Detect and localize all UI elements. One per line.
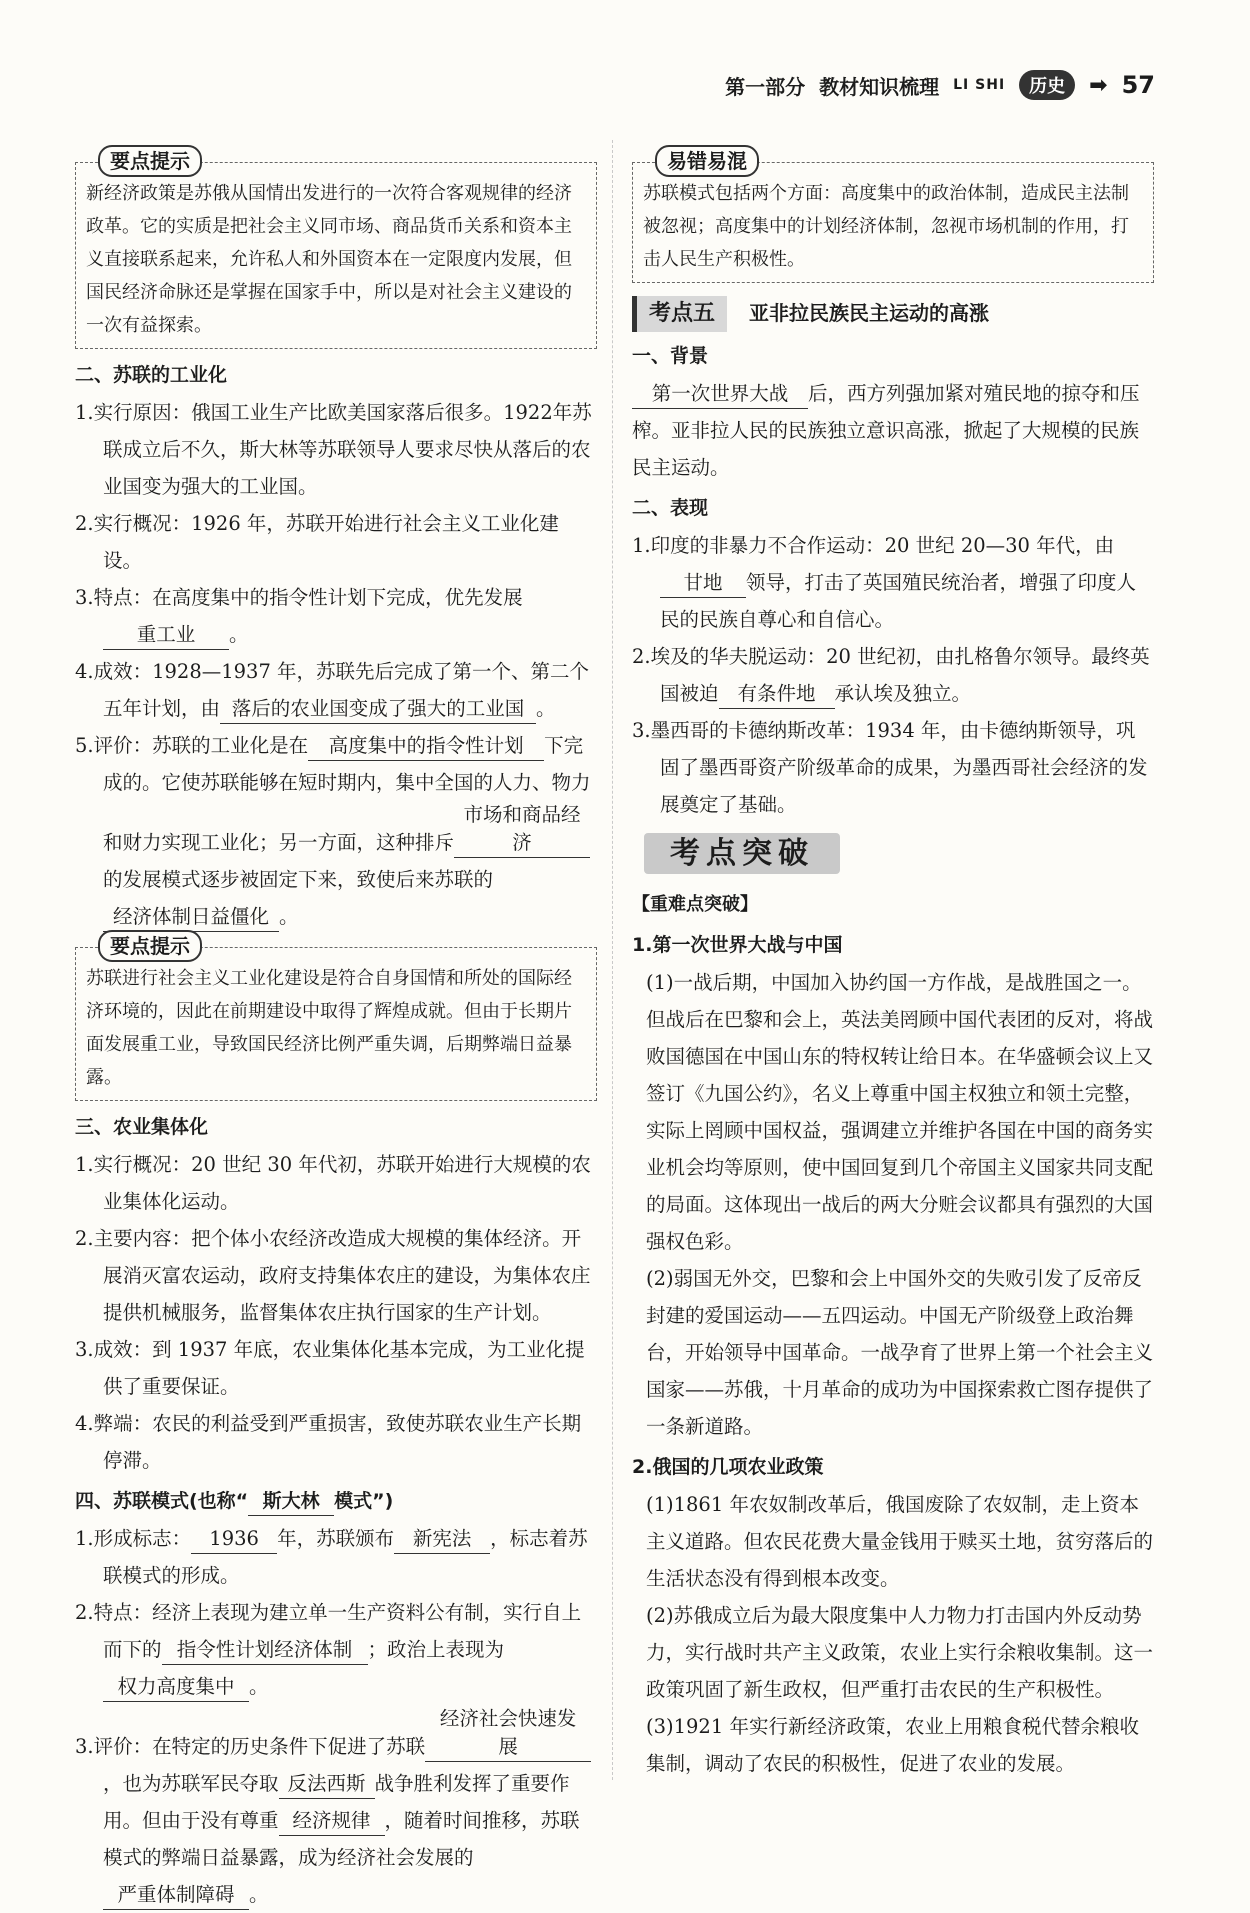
section-banner: 考点突破 [644, 833, 840, 874]
column-divider [612, 140, 613, 1780]
item-text: 。 [279, 905, 299, 928]
paragraph: (2)苏俄成立后为最大限度集中人力物力打击国内外反动势力，实行战时共产主义政策，农业上实行余粮收集制。这一政策巩固了新生政权，但严重打击农民的生产积极性。 [646, 1604, 1154, 1701]
fill-blank: 反法西斯 [279, 1770, 375, 1799]
fill-blank: 第一次世界大战 [632, 380, 808, 409]
list-item: 2.主要内容：把个体小农经济改造成大规模的集体经济。开展消灭富农运动，政府支持集体农庄的建设，为集体农庄提供机械服务，监督集体农庄执行国家的生产计划。 [75, 1227, 591, 1324]
subsection-label: 【重难点突破】 [632, 894, 758, 915]
section-label: 教材知识梳理 [819, 74, 940, 99]
list-item: 4.弊端：农民的利益受到严重损害，致使苏联农业生产长期停滞。 [75, 1412, 582, 1472]
page-number: 57 [1121, 71, 1155, 99]
subject-pinyin: LI SHI [953, 77, 1006, 93]
tip-text: 苏联进行社会主义工业化建设是符合自身国情和所处的国际经济环境的，因此在前期建设中取得了辉煌成就。但由于长期片面发展重工业，导致国民经济比例严重失调，后期弊端日益暴露。 [86, 968, 572, 1088]
kaodian-heading [632, 295, 1154, 332]
tip-tag: 要点提示 [98, 930, 202, 962]
list-item [75, 579, 597, 653]
item-text: 。 [536, 697, 556, 720]
fill-blank: 重工业 [103, 621, 229, 650]
item-text: ，随着时间推移，苏联模式的弊端日益暴露，成为经济社会发展的 [103, 1809, 580, 1869]
fill-blank: 1936 [191, 1525, 277, 1554]
topic-title: 2.俄国的几项农业政策 [632, 1456, 824, 1478]
section-title [75, 1483, 597, 1520]
item-text: 的发展模式逐步被固定下来，致使后来苏联的 [103, 868, 494, 891]
fill-blank: 严重体制障碍 [103, 1881, 249, 1910]
paragraph: (3)1921 年实行新经济政策，农业上用粮食税代替余粮收集制，调动了农民的积极性，促进了农业的发展。 [646, 1715, 1139, 1775]
topic-title: 1.第一次世界大战与中国 [632, 934, 843, 956]
fill-blank: 新宪法 [394, 1525, 490, 1554]
kaodian-tag: 考点五 [632, 296, 727, 332]
item-text: 领导，打击了英国殖民统治者，增强了印度人民的民族自尊心和自信心。 [660, 571, 1137, 631]
fill-blank: 有条件地 [719, 680, 835, 709]
list-item [75, 1705, 597, 1913]
right-column [632, 150, 1154, 1782]
fill-blank: 经济体制日益僵化 [103, 903, 279, 932]
item-text: ；政治上表现为 [367, 1638, 505, 1661]
item-text: ，标志着苏联模式的形成。 [103, 1527, 588, 1587]
section-title: 三、农业集体化 [75, 1116, 209, 1138]
section-title: 一、背景 [632, 345, 709, 367]
item-text: 。 [229, 623, 249, 646]
fill-blank: 经济社会快速发展 [425, 1705, 591, 1762]
item-text: 3.评价：在特定的历史条件下促进了苏联 [75, 1735, 426, 1758]
subject-badge: 历史 [1019, 70, 1075, 100]
fill-blank: 市场和商品经济 [454, 801, 590, 858]
list-item: 3.成效：到 1937 年底，农业集体化基本完成，为工业化提供了重要保证。 [75, 1338, 585, 1398]
item-text: 1.印度的非暴力不合作运动：20 世纪 20—30 年代，由 [632, 534, 1115, 557]
item-text: 战争胜利发挥了重要作用。但由于没有尊重 [103, 1772, 570, 1832]
section-title: 二、苏联的工业化 [75, 364, 228, 386]
tip-tag: 要点提示 [98, 145, 202, 177]
paragraph: (1)1861 年农奴制改革后，俄国废除了农奴制，走上资本主义道路。但农民花费大量金钱用于赎买土地，贫穷落后的生活状态没有得到根本改变。 [646, 1493, 1154, 1590]
arrow-right-icon: ➡ [1089, 72, 1108, 98]
list-item: 3.墨西哥的卡德纳斯改革：1934 年，由卡德纳斯领导，巩固了墨西哥资产阶级革命的成果，为墨西哥社会经济的发展奠定了基础。 [632, 719, 1148, 816]
tip-text: 新经济政策是苏俄从国情出发进行的一次符合客观规律的经济政革。它的实质是把社会主义同市场、商品货币关系和资本主义直接联系起来，允许私人和外国资本在一定限度内发展，但国民经济命脉还是掌握在国家手中，所以是对社会主义建设的一次有益探索。 [86, 183, 572, 336]
item-text: 3.特点：在高度集中的指令性计划下完成，优先发展 [75, 586, 523, 609]
item-text: 2.特点：经济上表现为建立单一生产资料公有制，实行自上而下的 [75, 1601, 582, 1661]
list-item [75, 1520, 597, 1594]
tip-box-1 [75, 149, 597, 349]
title-text: 四、苏联模式(也称“ [75, 1490, 249, 1512]
fill-blank: 高度集中的指令性计划 [308, 732, 544, 761]
item-text: 2.埃及的华夫脱运动：20 世纪初，由扎格鲁尔领导。最终英国被迫 [632, 645, 1150, 705]
item-text: 。 [249, 1675, 269, 1698]
fill-blank: 落后的农业国变成了强大的工业国 [220, 695, 536, 724]
section-title: 二、表现 [632, 497, 709, 519]
mistake-text: 苏联模式包括两个方面：高度集中的政治体制，造成民主法制被忽视；高度集中的计划经济体制，忽视市场机制的作用，打击人民生产积极性。 [643, 183, 1129, 270]
fill-blank: 斯大林 [248, 1487, 334, 1516]
item-text: 。 [249, 1883, 269, 1906]
paragraph: (2)弱国无外交，巴黎和会上中国外交的失败引发了反帝反封建的爱国运动——五四运动。中国无产阶级登上政治舞台，开始领导中国革命。一战孕育了世界上第一个社会主义国家——苏俄，十月革命的成功为中国探索救亡图存提供了一条新道路。 [646, 1267, 1154, 1438]
item-text: ，也为苏联军民夺取 [103, 1772, 279, 1795]
list-item: 1.实行概况：20 世纪 30 年代初，苏联开始进行大规模的农业集体化运动。 [75, 1153, 591, 1213]
paragraph [632, 375, 1154, 486]
list-item: 2.实行概况：1926 年，苏联开始进行社会主义工业化建设。 [75, 512, 559, 572]
tip-box-2 [75, 934, 597, 1101]
item-text: 4.成效：1928—1937 年，苏联先后完成了第一个、第二个五年计划，由 [75, 660, 590, 720]
paragraph: (1)一战后期，中国加入协约国一方作战，是战胜国之一。但战后在巴黎和会上，英法美罔顾中国代表团的反对，将战败国德国在中国山东的特权转让给日本。在华盛顿会议上又签订《九国公约》，名义上尊重中国主权独立和领土完整，实际上罔顾中国权益，强调建立并维护各国在中国的商务实业机会均等原则，使中国回复到几个帝国主义国家共同支配的局面。这体现出一战后的两大分赃会议都具有强烈的大国强权色彩。 [646, 971, 1154, 1253]
list-item [75, 653, 597, 727]
part-label: 第一部分 [725, 74, 806, 99]
fill-blank: 经济规律 [279, 1807, 385, 1836]
mistake-tag: 易错易混 [655, 145, 759, 177]
list-item: 1.实行原因：俄国工业生产比欧美国家落后很多。1922年苏联成立后不久，斯大林等苏联领导人要求尽快从落后的农业国变为强大的工业国。 [75, 401, 592, 498]
left-column [75, 150, 597, 1913]
list-item [75, 1594, 597, 1705]
para-text: 后，西方列强加紧对殖民地的掠夺和压榨。亚非拉人民的民族独立意识高涨，掀起了大规模的民族民主运动。 [632, 382, 1140, 479]
list-item [632, 638, 1154, 712]
item-text: 承认埃及独立。 [834, 682, 972, 705]
list-item [75, 727, 597, 935]
kaodian-title: 亚非拉民族民主运动的高涨 [749, 301, 990, 325]
fill-blank: 指令性计划经济体制 [162, 1636, 368, 1665]
item-text: 下完成的。它使苏联能够在短时期内，集中全国的人力、物力和财力实现工业化；另一方面，这种排斥 [103, 734, 591, 854]
fill-blank: 甘地 [660, 569, 746, 598]
page-header [725, 70, 1155, 100]
item-text: 1.形成标志： [75, 1527, 192, 1550]
title-text: 模式”) [334, 1490, 394, 1512]
mistake-box [632, 149, 1154, 283]
list-item [632, 527, 1154, 638]
item-text: 年，苏联颁布 [277, 1527, 395, 1550]
item-text: 5.评价：苏联的工业化是在 [75, 734, 309, 757]
fill-blank: 权力高度集中 [103, 1673, 249, 1702]
